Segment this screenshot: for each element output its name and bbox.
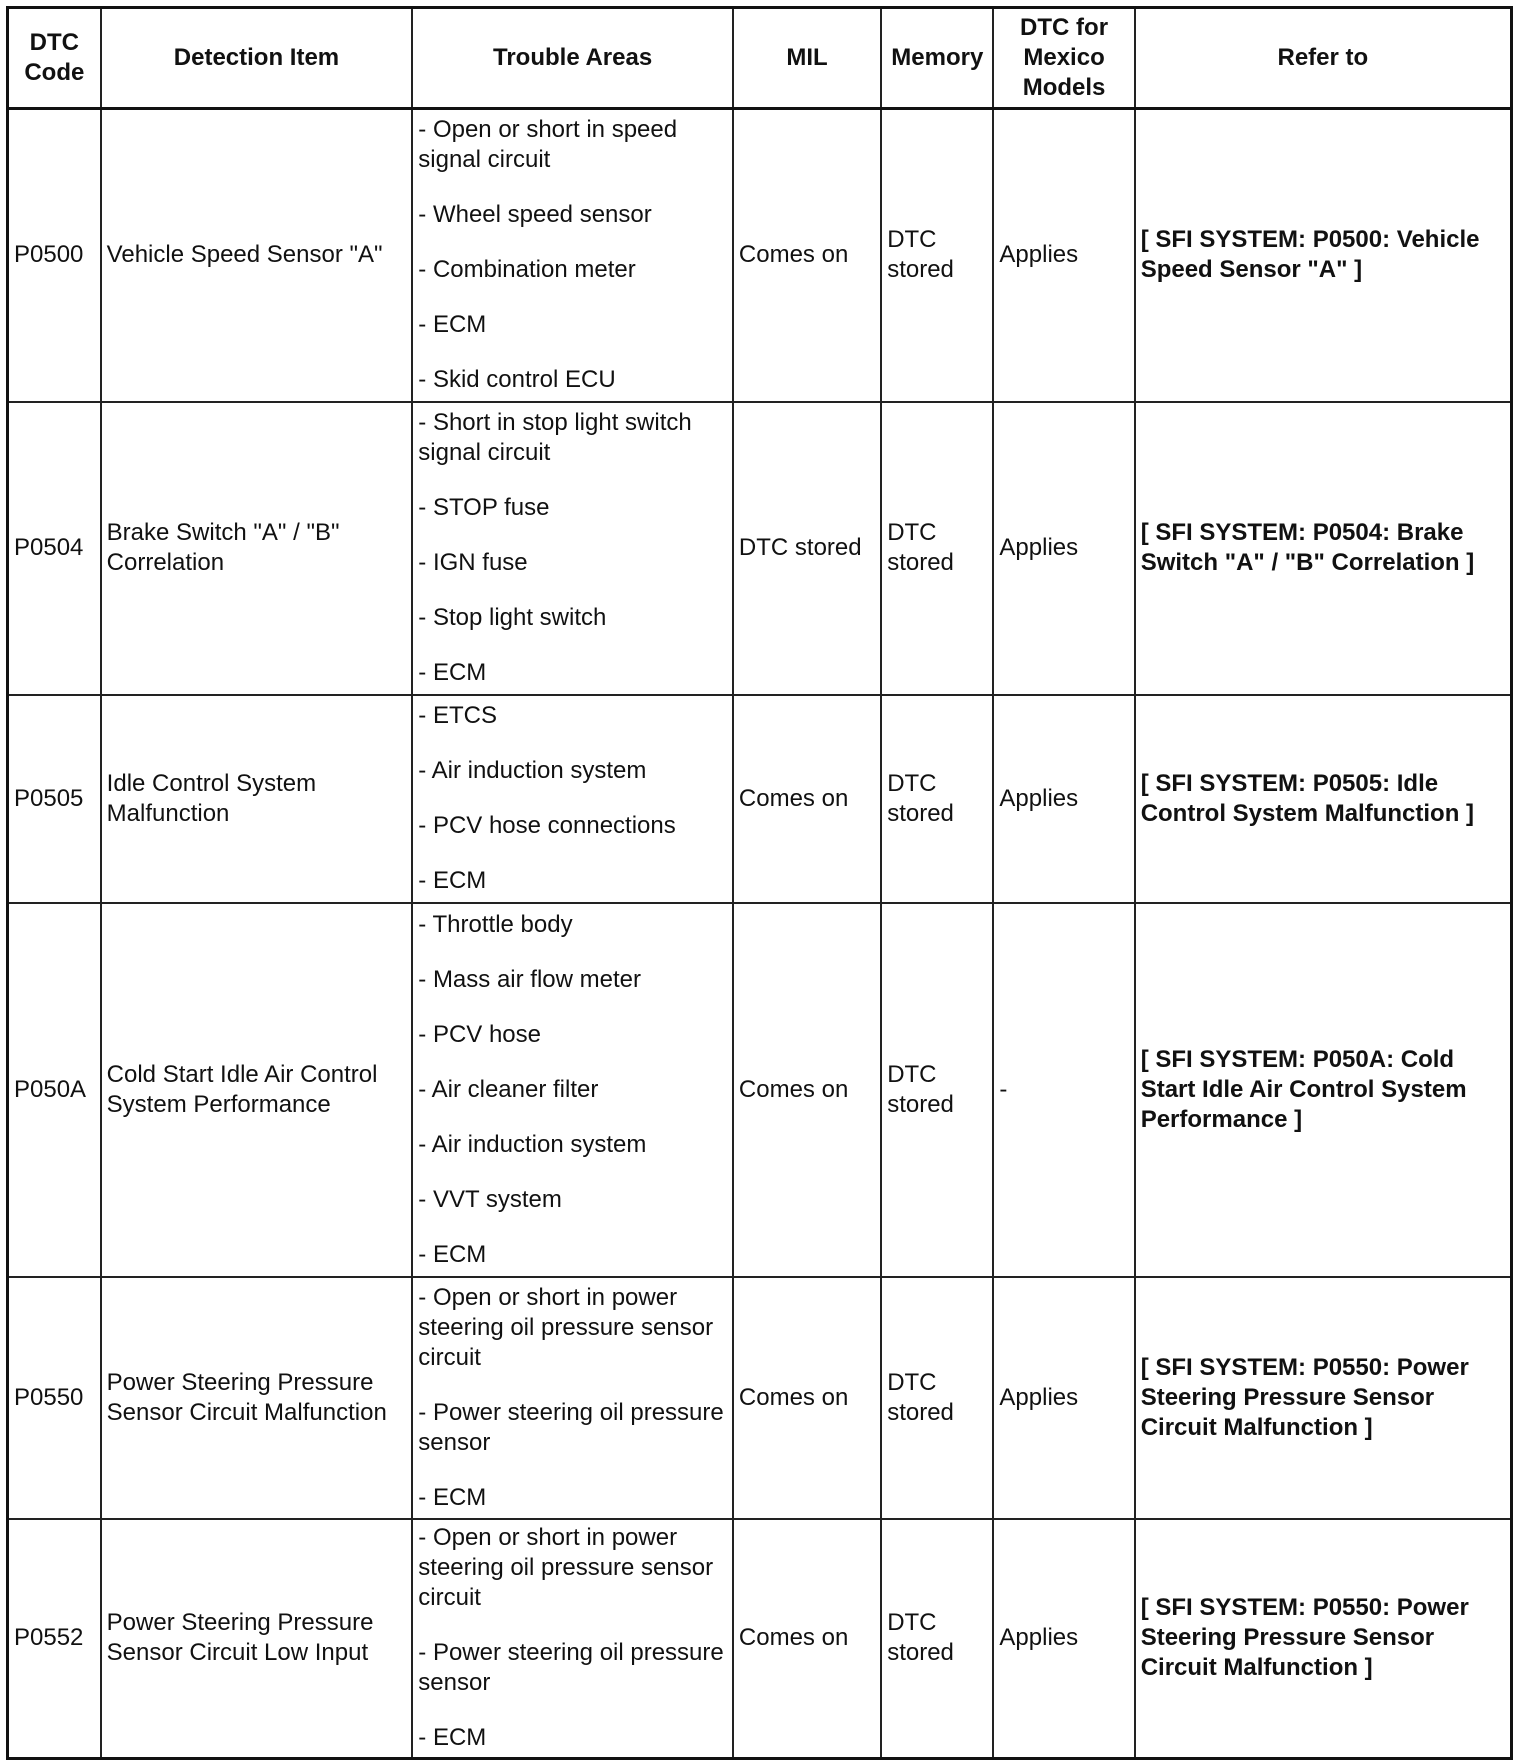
trouble-area-item: - PCV hose: [418, 1020, 541, 1048]
header-trouble-areas: Trouble Areas: [412, 8, 733, 109]
mil-status: Comes on: [733, 695, 881, 903]
mexico-applicability: -: [993, 903, 1134, 1277]
trouble-area-item: - Open or short in power steering oil pressure sensor circuit: [418, 1283, 714, 1371]
trouble-area-item: - ECM: [418, 1724, 487, 1752]
table-row: [8, 402, 1512, 695]
detection-item: Cold Start Idle Air Control System Performance: [101, 903, 413, 1277]
mexico-applicability: Applies: [993, 402, 1134, 695]
header-row: [8, 8, 1512, 109]
mil-status: Comes on: [733, 1519, 881, 1759]
trouble-area-item: - ECM: [418, 1483, 487, 1511]
trouble-area-item: - VVT system: [418, 1185, 562, 1213]
table-row: [8, 1277, 1512, 1519]
detection-item: Power Steering Pressure Sensor Circuit Malfunction: [101, 1277, 413, 1519]
mil-status: Comes on: [733, 109, 881, 402]
mexico-applicability: Applies: [993, 1277, 1134, 1519]
trouble-area-item: - Air induction system: [418, 1130, 647, 1158]
table-row: [8, 109, 1512, 402]
dtc-table: [6, 6, 1513, 1760]
trouble-area-item: - ECM: [418, 867, 487, 894]
header-dtc-code: DTC Code: [8, 8, 101, 109]
refer-to-link[interactable]: [ SFI SYSTEM: P0550: Power Steering Pressure Sensor Circuit Malfunction ]: [1135, 1277, 1512, 1519]
trouble-areas: [412, 695, 733, 903]
trouble-area-item: - Stop light switch: [418, 604, 607, 631]
detection-item: Idle Control System Malfunction: [101, 695, 413, 903]
table-row: [8, 695, 1512, 903]
table-row: [8, 1519, 1512, 1759]
memory-status: DTC stored: [881, 695, 993, 903]
trouble-area-item: - Wheel speed sensor: [418, 201, 652, 229]
dtc-code: P0550: [8, 1277, 101, 1519]
mexico-applicability: Applies: [993, 109, 1134, 402]
trouble-area-item: - Combination meter: [418, 256, 636, 284]
memory-status: DTC stored: [881, 402, 993, 695]
trouble-area-item: - Air induction system: [418, 757, 647, 784]
trouble-area-item: - Power steering oil pressure sensor: [418, 1398, 724, 1456]
refer-to-link[interactable]: [ SFI SYSTEM: P0504: Brake Switch "A" / "B" Correlation ]: [1135, 402, 1512, 695]
refer-to-link[interactable]: [ SFI SYSTEM: P050A: Cold Start Idle Air Control System Performance ]: [1135, 903, 1512, 1277]
header-detection-item: Detection Item: [101, 8, 413, 109]
trouble-area-item: - PCV hose connections: [418, 812, 676, 839]
dtc-code: P0505: [8, 695, 101, 903]
memory-status: DTC stored: [881, 1277, 993, 1519]
trouble-areas: [412, 1519, 733, 1759]
detection-item: Power Steering Pressure Sensor Circuit Low Input: [101, 1519, 413, 1759]
trouble-area-item: - Power steering oil pressure sensor: [418, 1639, 724, 1697]
dtc-code: P0504: [8, 402, 101, 695]
trouble-area-item: - ECM: [418, 659, 487, 686]
trouble-area-item: - Throttle body: [418, 910, 573, 938]
refer-to-link[interactable]: [ SFI SYSTEM: P0505: Idle Control System Malfunction ]: [1135, 695, 1512, 903]
trouble-areas: [412, 109, 733, 402]
trouble-area-item: - Short in stop light switch signal circuit: [418, 409, 692, 466]
trouble-areas: [412, 402, 733, 695]
detection-item: Brake Switch "A" / "B" Correlation: [101, 402, 413, 695]
mil-status: Comes on: [733, 1277, 881, 1519]
trouble-areas: [412, 1277, 733, 1519]
trouble-area-item: - STOP fuse: [418, 494, 550, 521]
mil-status: DTC stored: [733, 402, 881, 695]
refer-to-link[interactable]: [ SFI SYSTEM: P0500: Vehicle Speed Sensor "A" ]: [1135, 109, 1512, 402]
trouble-areas: [412, 903, 733, 1277]
trouble-area-item: - Mass air flow meter: [418, 965, 641, 993]
memory-status: DTC stored: [881, 903, 993, 1277]
mexico-applicability: Applies: [993, 695, 1134, 903]
dtc-code: P0552: [8, 1519, 101, 1759]
memory-status: DTC stored: [881, 109, 993, 402]
trouble-area-item: - ECM: [418, 311, 487, 339]
header-mil: MIL: [733, 8, 881, 109]
table-row: [8, 903, 1512, 1277]
header-refer-to: Refer to: [1135, 8, 1512, 109]
trouble-area-item: - ECM: [418, 1240, 487, 1268]
header-mexico-models: DTC for Mexico Models: [993, 8, 1134, 109]
dtc-code: P0500: [8, 109, 101, 402]
trouble-area-item: - Skid control ECU: [418, 366, 616, 394]
trouble-area-item: - IGN fuse: [418, 549, 528, 576]
trouble-area-item: - Air cleaner filter: [418, 1075, 599, 1103]
dtc-code: P050A: [8, 903, 101, 1277]
trouble-area-item: - Open or short in power steering oil pressure sensor circuit: [418, 1524, 714, 1612]
header-memory: Memory: [881, 8, 993, 109]
refer-to-link[interactable]: [ SFI SYSTEM: P0550: Power Steering Pressure Sensor Circuit Malfunction ]: [1135, 1519, 1512, 1759]
trouble-area-item: - ETCS: [418, 702, 497, 729]
detection-item: Vehicle Speed Sensor "A": [101, 109, 413, 402]
memory-status: DTC stored: [881, 1519, 993, 1759]
mil-status: Comes on: [733, 903, 881, 1277]
mexico-applicability: Applies: [993, 1519, 1134, 1759]
trouble-area-item: - Open or short in speed signal circuit: [418, 116, 678, 174]
